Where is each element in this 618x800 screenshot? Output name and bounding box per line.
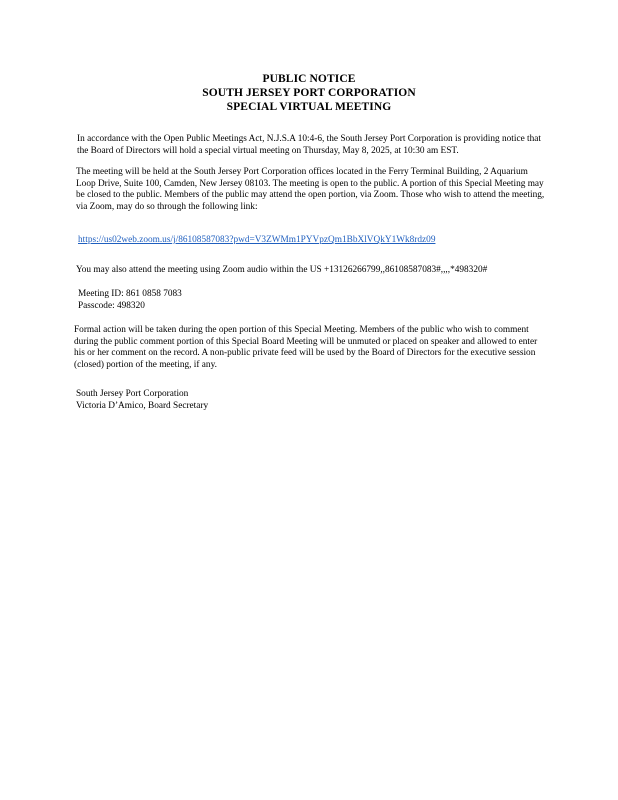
meeting-id-text: Meeting ID: 861 0858 7083 — [78, 289, 182, 299]
zoom-link-paragraph — [78, 235, 548, 247]
meeting-type-title: SPECIAL VIRTUAL MEETING — [226, 101, 392, 113]
signature-block — [76, 389, 546, 412]
action-paragraph — [74, 325, 550, 372]
action-text: Formal action will be taken during the open portion of this Special Meeting. Members of the public who wish to comment during the public comment portion of this Special Board Meeting will be unmuted or placed on speaker and allowed to enter his or her comment on the record. A non-public private feed will be used by the Board of Directors for the executive session (closed) portion of the meeting, if any. — [74, 325, 538, 371]
location-text: The meeting will be held at the South Jersey Port Corporation offices located in the Ferry Terminal Building, 2 Aquarium Loop Drive, Suite 100, Camden, New Jersey 08103. The meeting is open to the public. A portion of this Special Meeting may be closed to the public. Members of the public may attend the open portion, via Zoom. Those who wish to attend the meeting, via Zoom, may do so through the following link: — [76, 167, 545, 213]
passcode-text: Passcode: 498320 — [78, 300, 145, 311]
notice-heading — [0, 72, 618, 114]
audio-paragraph — [76, 265, 546, 277]
notice-title: PUBLIC NOTICE — [262, 73, 356, 85]
zoom-audio-text: You may also attend the meeting using Zoom audio within the US +13126266799,,86108587083#,,,,*498320# — [76, 265, 488, 275]
signature-signer: Victoria D’Amico, Board Secretary — [76, 400, 209, 411]
intro-text: In accordance with the Open Public Meetings Act, N.J.S.A 10:4-6, the South Jersey Port Corporation is providing notice that the Board of Directors will hold a special virtual meeting on Thursday, May 8, 2025, at 10:30 am EST. — [77, 134, 541, 156]
signature-organization: South Jersey Port Corporation — [76, 389, 189, 399]
meeting-credentials — [78, 289, 548, 312]
zoom-meeting-link[interactable]: https://us02web.zoom.us/j/86108587083?pwd=V3ZWMm1PYVpzQm1BbXlVQkY1Wk8rdz09 — [78, 235, 436, 245]
organization-title: SOUTH JERSEY PORT CORPORATION — [202, 87, 416, 99]
intro-paragraph — [77, 134, 547, 157]
location-paragraph — [76, 167, 546, 214]
